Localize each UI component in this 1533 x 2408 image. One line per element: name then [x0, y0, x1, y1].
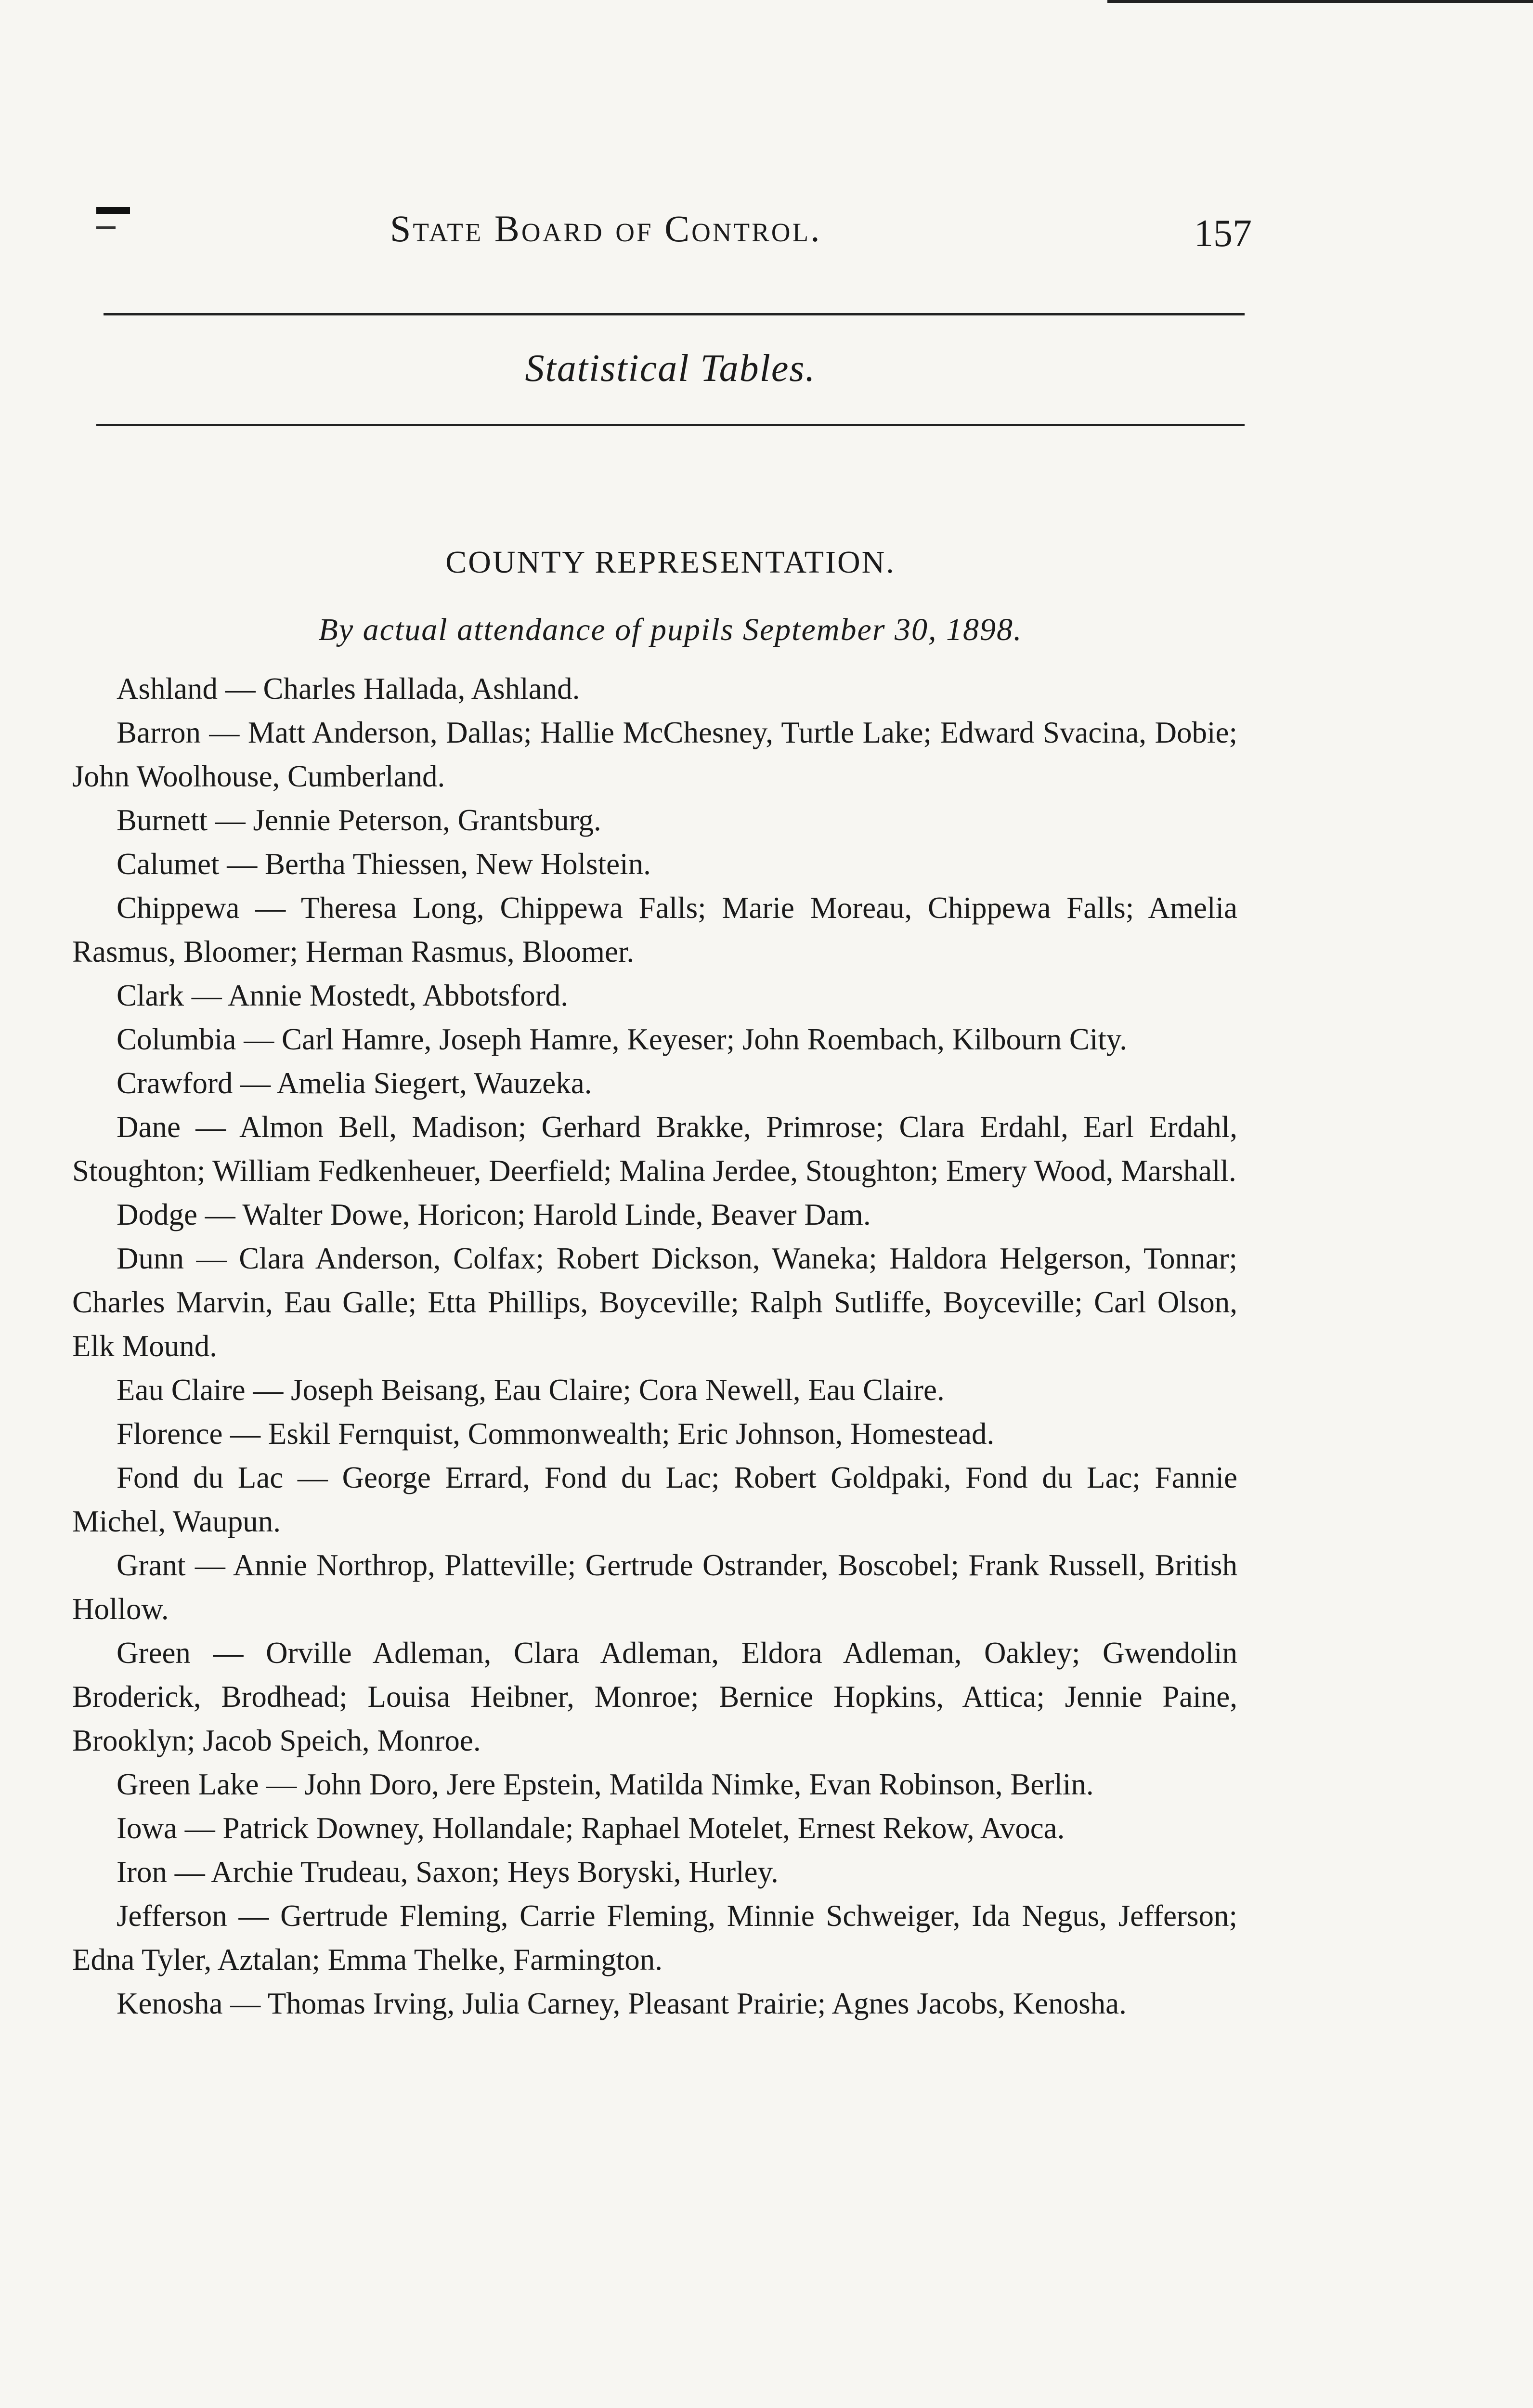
county-entry: Grant — Annie Northrop, Platteville; Gertrude Ostrander, Boscobel; Frank Russell, British Hollow. [72, 1548, 1237, 1626]
county-entry: Clark — Annie Mostedt, Abbotsford. [117, 979, 568, 1012]
county-entry: Fond du Lac — George Errard, Fond du Lac; Robert Goldpaki, Fond du Lac; Fannie Michel, Waupun. [72, 1461, 1237, 1538]
pupil-names: Charles Hallada, Ashland. [263, 672, 580, 706]
county-name: Chippewa [117, 891, 240, 925]
county-name: Dodge [117, 1198, 197, 1231]
county-name: Iowa [117, 1811, 177, 1845]
county-entry: Chippewa — Theresa Long, Chippewa Falls; Marie Moreau, Chippewa Falls; Amelia Rasmus, Bloomer; Herman Rasmus, Bloomer. [72, 891, 1237, 968]
county-entry: Barron — Matt Anderson, Dallas; Hallie McChesney, Turtle Lake; Edward Svacina, Dobie; John Woolhouse, Cumberland. [72, 716, 1237, 793]
county-entry: Dunn — Clara Anderson, Colfax; Robert Dickson, Waneka; Haldora Helgerson, Tonnar; Charles Marvin, Eau Galle; Etta Phillips, Boyceville; Ralph Sutliffe, Boyceville; Carl Olson, Elk Mound. [72, 1242, 1238, 1363]
county-name: Ashland [117, 672, 218, 706]
running-title: State Board of Control. [390, 208, 822, 249]
pupil-names: Matt Anderson, Dallas; Hallie McChesney, Turtle Lake; Edward Svacina, Dobie; John Woolhouse, Cumberland. [72, 716, 1237, 793]
county-name: Burnett [117, 803, 208, 837]
county-name: Dane [117, 1110, 181, 1144]
county-entry: Eau Claire — Joseph Beisang, Eau Claire; Cora Newell, Eau Claire. [117, 1373, 945, 1407]
pupil-names: Joseph Beisang, Eau Claire; Cora Newell, Eau Claire. [291, 1373, 945, 1407]
page-number: 157 [1194, 212, 1252, 255]
pupil-names: Thomas Irving, Julia Carney, Pleasant Prairie; Agnes Jacobs, Kenosha. [267, 1987, 1127, 2020]
county-entry: Dane — Almon Bell, Madison; Gerhard Brakke, Primrose; Clara Erdahl, Earl Erdahl, Stoughton; William Fedkenheuer, Deerfield; Malina Jerdee, Stoughton; Emery Wood, Marshall. [72, 1110, 1237, 1188]
county-name: Calumet [117, 847, 220, 881]
pupil-names: Clara Anderson, Colfax; Robert Dickson, Waneka; Haldora Helgerson, Tonnar; Charles Marvin, Eau Galle; Etta Phillips, Boyceville; Ralph Sutliffe, Boyceville; Carl Olson, Elk Mound. [72, 1242, 1238, 1363]
county-name: Barron [117, 716, 201, 749]
section-title: Statistical Tables. [525, 347, 816, 390]
pupil-names: Patrick Downey, Hollandale; Raphael Motelet, Ernest Rekow, Avoca. [222, 1811, 1065, 1845]
pupil-names: Orville Adleman, Clara Adleman, Eldora Adleman, Oakley; Gwendolin Broderick, Brodhead; Louisa Heibner, Monroe; Bernice Hopkins, Attica; Jennie Paine, Brooklyn; Jacob Speich, Monroe. [72, 1636, 1238, 1757]
county-name: Clark [117, 979, 184, 1012]
pupil-names: Gertrude Fleming, Carrie Fleming, Minnie Schweiger, Ida Negus, Jefferson; Edna Tyler, Aztalan; Emma Thelke, Farmington. [72, 1899, 1237, 1976]
pupil-names: Archie Trudeau, Saxon; Heys Boryski, Hurley. [211, 1855, 779, 1889]
pupil-names: George Errard, Fond du Lac; Robert Goldpaki, Fond du Lac; Fannie Michel, Waupun. [72, 1461, 1237, 1538]
running-head [96, 202, 1252, 260]
county-entry: Green — Orville Adleman, Clara Adleman, Eldora Adleman, Oakley; Gwendolin Broderick, Brodhead; Louisa Heibner, Monroe; Bernice Hopkins, Attica; Jennie Paine, Brooklyn; Jacob Speich, Monroe. [72, 1636, 1238, 1757]
county-name: Grant [117, 1548, 186, 1582]
table-title: COUNTY REPRESENTATION. [445, 545, 896, 580]
county-entry: Calumet — Bertha Thiessen, New Holstein. [117, 847, 651, 881]
county-entry: Florence — Eskil Fernquist, Commonwealth; Eric Johnson, Homestead. [117, 1417, 995, 1451]
county-name: Kenosha [117, 1987, 223, 2020]
county-entry: Ashland — Charles Hallada, Ashland. [117, 672, 580, 706]
pupil-names: Annie Northrop, Platteville; Gertrude Ostrander, Boscobel; Frank Russell, British Hollow. [72, 1548, 1237, 1626]
county-name: Crawford [117, 1066, 233, 1100]
pupil-names: Walter Dowe, Horicon; Harold Linde, Beaver Dam. [242, 1198, 871, 1231]
county-name: Florence [117, 1417, 223, 1451]
county-entry: Iron — Archie Trudeau, Saxon; Heys Boryski, Hurley. [117, 1855, 779, 1889]
header-rule-bottom [96, 424, 1245, 426]
county-name: Jefferson [117, 1899, 227, 1933]
pupil-names: Bertha Thiessen, New Holstein. [264, 847, 651, 881]
pupil-names: John Doro, Jere Epstein, Matilda Nimke, Evan Robinson, Berlin. [304, 1767, 1094, 1801]
county-name: Fond du Lac [117, 1461, 284, 1494]
county-entry: Kenosha — Thomas Irving, Julia Carney, Pleasant Prairie; Agnes Jacobs, Kenosha. [117, 1987, 1127, 2020]
county-entry: Columbia — Carl Hamre, Joseph Hamre, Keyeser; John Roembach, Kilbourn City. [117, 1022, 1128, 1056]
county-entry: Crawford — Amelia Siegert, Wauzeka. [117, 1066, 592, 1100]
table-subtitle: By actual attendance of pupils September 30, 1898. [318, 612, 1023, 647]
county-name: Green [117, 1636, 191, 1670]
pupil-names: Theresa Long, Chippewa Falls; Marie Moreau, Chippewa Falls; Amelia Rasmus, Bloomer; Herman Rasmus, Bloomer. [72, 891, 1237, 968]
pupil-names: Eskil Fernquist, Commonwealth; Eric Johnson, Homestead. [268, 1417, 995, 1451]
county-name: Dunn [117, 1242, 184, 1275]
pupil-names: Carl Hamre, Joseph Hamre, Keyeser; John Roembach, Kilbourn City. [282, 1022, 1128, 1056]
county-entry: Jefferson — Gertrude Fleming, Carrie Fleming, Minnie Schweiger, Ida Negus, Jefferson; Edna Tyler, Aztalan; Emma Thelke, Farmington. [72, 1899, 1237, 1976]
pupil-names: Annie Mostedt, Abbotsford. [228, 979, 568, 1012]
county-entries [72, 667, 1237, 2026]
county-name: Green Lake [117, 1767, 259, 1801]
county-entry: Iowa — Patrick Downey, Hollandale; Raphael Motelet, Ernest Rekow, Avoca. [117, 1811, 1065, 1845]
county-name: Iron [117, 1855, 167, 1889]
county-entry: Dodge — Walter Dowe, Horicon; Harold Linde, Beaver Dam. [117, 1198, 871, 1231]
county-name: Eau Claire [117, 1373, 246, 1407]
county-entry: Burnett — Jennie Peterson, Grantsburg. [117, 803, 601, 837]
pupil-names: Jennie Peterson, Grantsburg. [253, 803, 601, 837]
pupil-names: Almon Bell, Madison; Gerhard Brakke, Primrose; Clara Erdahl, Earl Erdahl, Stoughton; William Fedkenheuer, Deerfield; Malina Jerdee, Stoughton; Emery Wood, Marshall. [72, 1110, 1237, 1188]
county-entry: Green Lake — John Doro, Jere Epstein, Matilda Nimke, Evan Robinson, Berlin. [117, 1767, 1094, 1801]
header-rule-top [104, 313, 1245, 315]
top-edge-rule [1107, 0, 1533, 3]
county-name: Columbia [117, 1022, 236, 1056]
pupil-names: Amelia Siegert, Wauzeka. [276, 1066, 592, 1100]
